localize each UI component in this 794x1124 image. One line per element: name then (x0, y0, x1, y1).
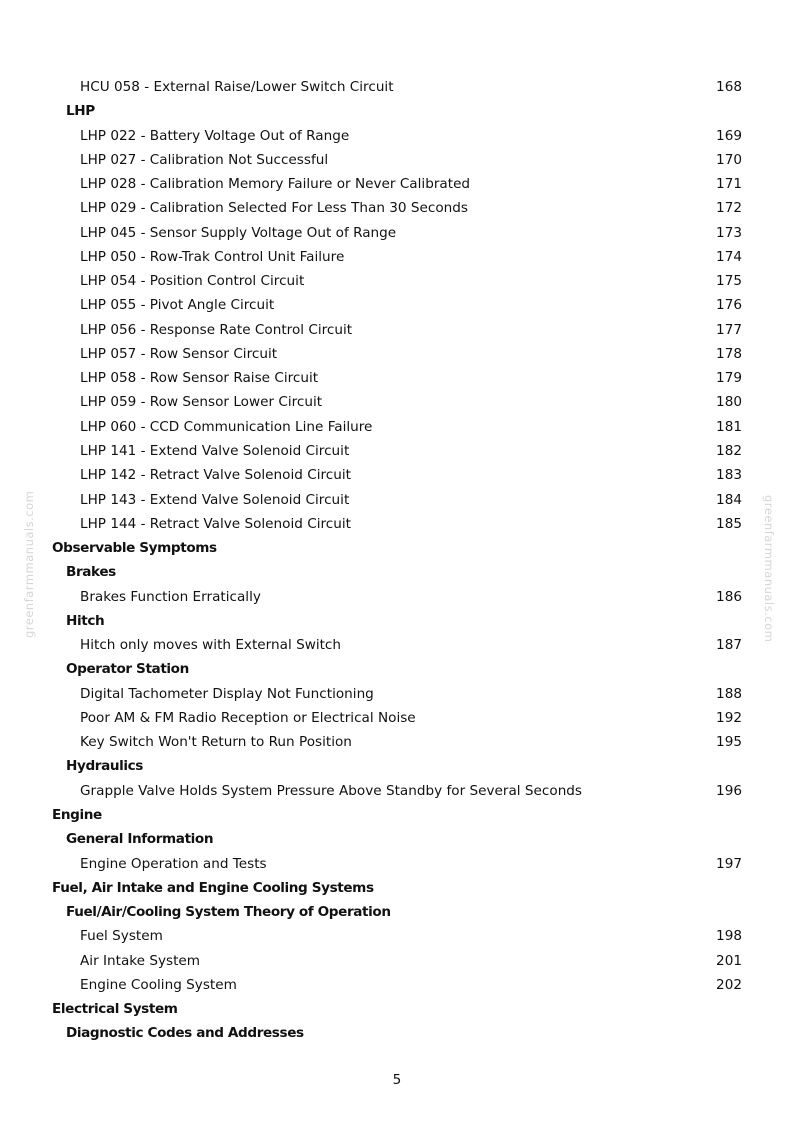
toc-entry-title: Engine Operation and Tests (80, 855, 267, 872)
toc-entry-title: LHP 055 - Pivot Angle Circuit (80, 297, 275, 314)
toc-entry-title: Fuel, Air Intake and Engine Cooling Systems (52, 879, 374, 896)
toc-entry-page: 184 (716, 491, 742, 508)
toc-entry-page: 175 (716, 273, 742, 290)
toc-entry-title: Digital Tachometer Display Not Functioning (80, 685, 374, 702)
toc-entry-title: LHP 028 - Calibration Memory Failure or Never Calibrated (80, 176, 471, 193)
toc-entry[interactable] (0, 366, 794, 390)
toc-entry-title: Air Intake System (80, 952, 201, 969)
toc-heading[interactable] (0, 997, 794, 1021)
toc-entry-title: Brakes (66, 564, 116, 581)
toc-entry[interactable] (0, 415, 794, 439)
toc-entry-page: 172 (716, 200, 742, 217)
toc-entry-title: Operator Station (66, 661, 189, 678)
toc-entry[interactable] (0, 852, 794, 876)
toc-entry[interactable] (0, 439, 794, 463)
watermark-text: greenfarmmanuals.com (762, 495, 776, 643)
toc-entry-page: 187 (716, 637, 742, 654)
toc-entry-page: 197 (716, 855, 742, 872)
toc-entry[interactable] (0, 196, 794, 220)
toc-entry-page: 179 (716, 370, 742, 387)
toc-entry-page: 171 (716, 176, 742, 193)
toc-entry-page: 198 (716, 928, 742, 945)
toc-entry-title: Fuel/Air/Cooling System Theory of Operation (66, 904, 391, 921)
toc-entry-title: LHP 144 - Retract Valve Solenoid Circuit (80, 515, 351, 532)
page-number: 5 (392, 1072, 402, 1088)
toc-entry[interactable] (0, 221, 794, 245)
toc-entry[interactable] (0, 269, 794, 293)
table-of-contents (0, 75, 794, 1046)
toc-entry-title: Key Switch Won't Return to Run Position (80, 734, 352, 751)
toc-entry-title: LHP 142 - Retract Valve Solenoid Circuit (80, 467, 351, 484)
toc-entry-page: 173 (716, 224, 742, 241)
toc-entry[interactable] (0, 318, 794, 342)
toc-heading[interactable] (0, 876, 794, 900)
toc-entry[interactable] (0, 390, 794, 414)
toc-entry-page: 188 (716, 685, 742, 702)
toc-entry-title: Engine Cooling System (80, 976, 237, 993)
toc-entry-title: LHP 141 - Extend Valve Solenoid Circuit (80, 442, 350, 459)
toc-entry-page: 178 (716, 345, 742, 362)
toc-entry-title: LHP 056 - Response Rate Control Circuit (80, 321, 353, 338)
toc-entry[interactable] (0, 924, 794, 948)
toc-entry-page: 180 (716, 394, 742, 411)
toc-heading[interactable] (0, 1021, 794, 1045)
toc-entry-title: LHP 060 - CCD Communication Line Failure (80, 418, 373, 435)
toc-entry-title: Observable Symptoms (52, 540, 217, 557)
toc-entry-title: General Information (66, 831, 214, 848)
toc-entry-title: Grapple Valve Holds System Pressure Above Standby for Several Seconds (80, 782, 583, 799)
toc-entry[interactable] (0, 488, 794, 512)
toc-entry-page: 170 (716, 151, 742, 168)
toc-entry-page: 176 (716, 297, 742, 314)
toc-heading[interactable] (0, 560, 794, 584)
toc-entry[interactable] (0, 342, 794, 366)
toc-entry-page: 195 (716, 734, 742, 751)
toc-entry-page: 174 (716, 248, 742, 265)
toc-entry-title: LHP 057 - Row Sensor Circuit (80, 345, 278, 362)
toc-entry-title: Brakes Function Erratically (80, 588, 261, 605)
toc-entry-title: LHP (66, 103, 95, 120)
toc-entry-title: Poor AM & FM Radio Reception or Electrical Noise (80, 709, 416, 726)
toc-entry-page: 182 (716, 442, 742, 459)
toc-entry-title: LHP 050 - Row-Trak Control Unit Failure (80, 248, 345, 265)
toc-entry[interactable] (0, 633, 794, 657)
toc-entry-title: LHP 143 - Extend Valve Solenoid Circuit (80, 491, 350, 508)
watermark-text: greenfarmmanuals.com (22, 490, 36, 638)
toc-entry-page: 181 (716, 418, 742, 435)
toc-entry-title: Diagnostic Codes and Addresses (66, 1025, 304, 1042)
toc-heading[interactable] (0, 99, 794, 123)
toc-heading[interactable] (0, 657, 794, 681)
toc-entry[interactable] (0, 973, 794, 997)
toc-entry[interactable] (0, 245, 794, 269)
toc-entry-page: 169 (716, 127, 742, 144)
toc-entry-title: Hitch (66, 612, 105, 629)
toc-entry-title: LHP 029 - Calibration Selected For Less Than 30 Seconds (80, 200, 468, 217)
toc-entry[interactable] (0, 949, 794, 973)
toc-entry-title: HCU 058 - External Raise/Lower Switch Circuit (80, 79, 394, 95)
toc-entry-title: Electrical System (52, 1001, 178, 1018)
toc-entry[interactable] (0, 463, 794, 487)
toc-heading[interactable] (0, 609, 794, 633)
toc-entry[interactable] (0, 148, 794, 172)
toc-entry-page: 196 (716, 782, 742, 799)
toc-entry[interactable] (0, 512, 794, 536)
toc-entry[interactable] (0, 75, 794, 99)
toc-heading[interactable] (0, 803, 794, 827)
toc-entry[interactable] (0, 706, 794, 730)
toc-heading[interactable] (0, 827, 794, 851)
toc-entry-page: 168 (716, 79, 742, 95)
toc-heading[interactable] (0, 754, 794, 778)
toc-entry-title: Hitch only moves with External Switch (80, 637, 342, 654)
toc-entry-page: 192 (716, 709, 742, 726)
toc-entry[interactable] (0, 124, 794, 148)
toc-entry-title: Fuel System (80, 928, 163, 945)
toc-entry-page: 183 (716, 467, 742, 484)
toc-entry[interactable] (0, 172, 794, 196)
toc-heading[interactable] (0, 536, 794, 560)
toc-entry-page: 177 (716, 321, 742, 338)
toc-entry[interactable] (0, 682, 794, 706)
toc-entry[interactable] (0, 730, 794, 754)
toc-entry-page: 202 (716, 976, 742, 993)
toc-entry[interactable] (0, 585, 794, 609)
toc-entry-title: LHP 027 - Calibration Not Successful (80, 151, 329, 168)
toc-entry-page: 186 (716, 588, 742, 605)
toc-entry-title: LHP 058 - Row Sensor Raise Circuit (80, 370, 319, 387)
toc-entry-page: 185 (716, 515, 742, 532)
toc-entry-title: LHP 045 - Sensor Supply Voltage Out of Range (80, 224, 397, 241)
toc-entry-title: Hydraulics (66, 758, 143, 775)
toc-entry-title: Engine (52, 806, 102, 823)
toc-heading[interactable] (0, 900, 794, 924)
toc-entry[interactable] (0, 779, 794, 803)
toc-entry[interactable] (0, 293, 794, 317)
toc-entry-title: LHP 054 - Position Control Circuit (80, 273, 305, 290)
toc-entry-title: LHP 059 - Row Sensor Lower Circuit (80, 394, 323, 411)
toc-entry-title: LHP 022 - Battery Voltage Out of Range (80, 127, 350, 144)
toc-entry-page: 201 (716, 952, 742, 969)
